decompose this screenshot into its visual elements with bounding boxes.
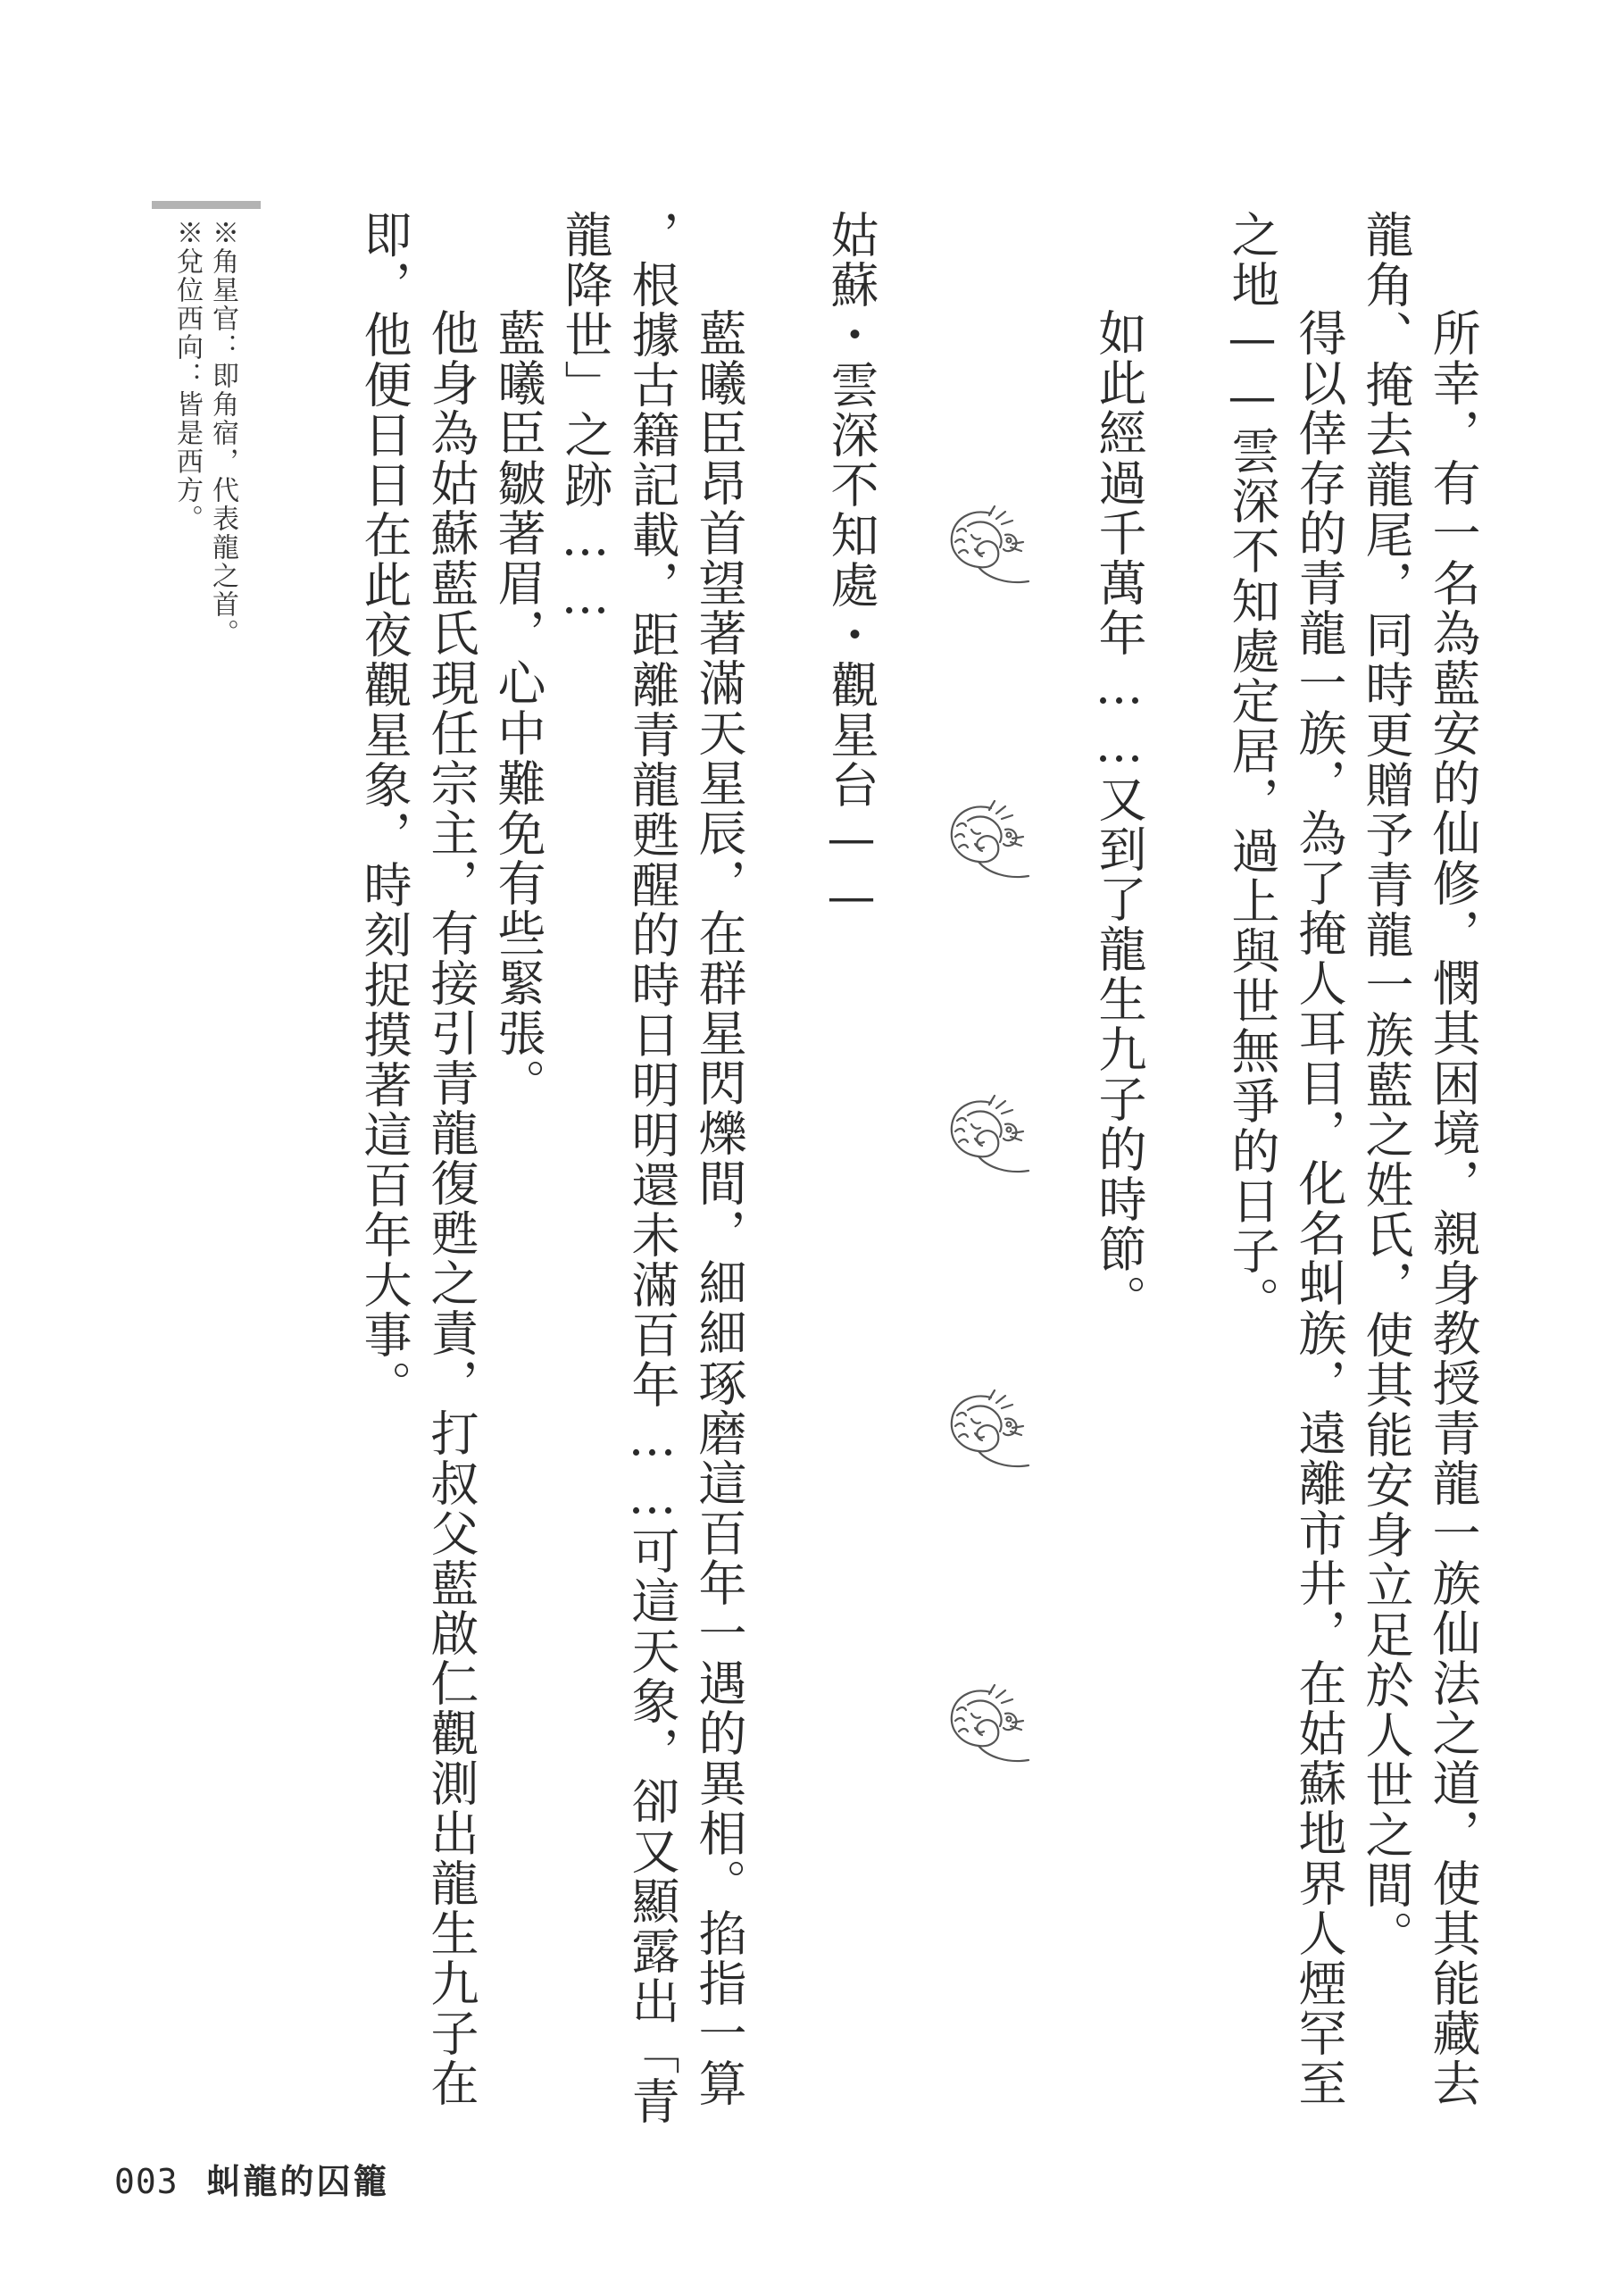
body-column-6: 姑蘇・雲深不知處・觀星台——	[823, 210, 879, 926]
body-column-7: 藍曦臣昂首望著滿天星辰，在群星閃爍間，細細琢磨這百年一遇的異相。掐指一算	[691, 308, 747, 2108]
body-column-12: 即，他便日日在此夜觀星象，時刻捉摸著這百年大事。	[356, 210, 412, 1410]
body-column-8: ，根據古籍記載，距離青龍甦醒的時日明明還未滿百年……可這天象，卻又顯露出「青	[624, 210, 680, 2126]
dragon-ornament-icon	[936, 790, 1046, 896]
note-2: ※兌位西向：皆是西方。	[171, 219, 203, 533]
dragon-ornament-icon	[936, 1380, 1046, 1485]
book-title: 虯龍的囚籠	[206, 2161, 390, 2201]
dragon-ornament-icon	[936, 1085, 1046, 1190]
body-column-3: 得以倖存的青龍一族，為了掩人耳目，化名虯族，遠離市井，在姑蘇地界人煙罕至	[1291, 308, 1347, 2108]
body-column-2: 龍角、掩去龍尾，同時更贈予青龍一族藍之姓氏，使其能安身立足於人世之間。	[1358, 210, 1414, 1960]
note-divider	[152, 201, 261, 209]
body-column-1: 所幸，有一名為藍安的仙修，憫其困境，親身教授青龍一族仙法之道，使其能藏去	[1425, 308, 1481, 2108]
note-1: ※角星官：即角宿，代表龍之首。	[207, 219, 238, 647]
dragon-ornament-icon	[936, 496, 1046, 601]
body-column-11: 他身為姑蘇藍氏現任宗主，有接引青龍復甦之責，打叔父藍啟仁觀測出龍生九子在	[423, 308, 479, 2108]
body-column-4: 之地——雲深不知處定居，過上與世無爭的日子。	[1224, 210, 1280, 1326]
dragon-ornament-icon	[936, 1674, 1046, 1780]
page-footer	[114, 2154, 390, 2203]
page-number: 003	[114, 2162, 179, 2201]
body-column-10: 藍曦臣皺著眉，心中難免有些緊張。	[490, 308, 546, 1108]
body-column-5: 如此經過千萬年……又到了龍生九子的時節。	[1091, 308, 1147, 1324]
body-column-9: 龍降世」之跡……	[557, 210, 613, 626]
